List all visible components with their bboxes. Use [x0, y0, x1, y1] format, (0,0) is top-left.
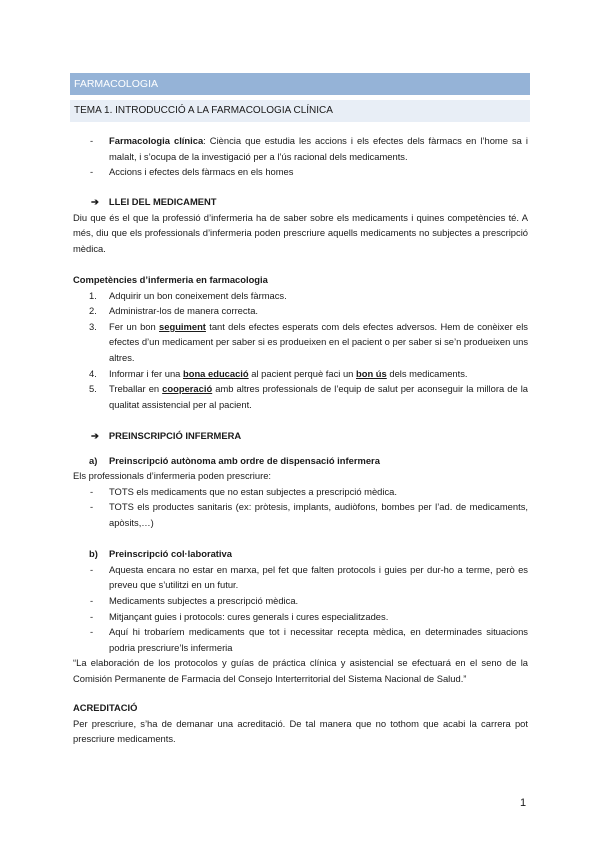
item-text: dels medicaments. [386, 367, 468, 379]
bullet: - [90, 626, 94, 638]
item-text: Aquesta encara no estar en marxa, pel fet que falten protocols i guies per dur-ho a terme, però es preveu que s’utilitzi en un futur. [109, 563, 528, 591]
bullet: - [90, 166, 94, 178]
bullet: - [90, 135, 94, 146]
item-text: Fer un bon [109, 320, 160, 332]
item-text: Administrar-los de manera correcta. [109, 305, 259, 317]
llei-heading [73, 194, 528, 210]
acreditacio-text: Per prescriure, s’ha de demanar una acreditació. De tal manera que no tothom que acabi la carrera pot prescriure medicaments. [73, 717, 528, 745]
number: 1. [89, 289, 97, 301]
list-item [73, 164, 528, 180]
subheading-text: Preinscripció col·laborativa [109, 548, 232, 560]
list-item [73, 133, 528, 164]
competencies-section [73, 272, 528, 412]
list-item [73, 624, 528, 655]
definition: : Ciència que estudia les accions i els efectes dels fàrmacs en l’home sa i malalt, i s’ocupa de la investigació per a l’ús racional dels medicaments. [109, 135, 528, 162]
arrow-icon: ➔ [91, 430, 99, 441]
subheading-b [73, 546, 528, 562]
bullet: - [90, 563, 94, 575]
list-item [73, 366, 528, 382]
quote: “La elaboración de los protocolos y guías de práctica clínica y asistencial se efectuará en el seno de la Comisión Permanente de Farmacia del Consejo Interterritorial del Sistema Nacional de Salud.” [73, 657, 528, 684]
heading-text: LLEI DEL MEDICAMENT [108, 196, 217, 207]
intro-list [73, 133, 528, 180]
list-item [73, 484, 528, 500]
list-item [73, 609, 528, 625]
competencies-heading: Competències d’infermeria en farmacologia [73, 274, 268, 285]
emphasis: seguiment [159, 320, 206, 332]
item-text: Treballar en [109, 383, 163, 395]
topic-title: TEMA 1. INTRODUCCIÓ A LA FARMACOLOGIA CLÍNICA [70, 100, 530, 122]
number: 3. [89, 320, 97, 332]
list-item [73, 381, 528, 412]
number: 2. [89, 305, 97, 317]
letter: a) [89, 454, 98, 466]
arrow-icon: ➔ [91, 196, 99, 207]
subheading-a [73, 453, 528, 469]
item-text: Adquirir un bon coneixement dels fàrmacs. [109, 289, 287, 301]
list-item [73, 288, 528, 304]
list-item [73, 593, 528, 609]
acreditacio-heading: ACREDITACIÓ [73, 702, 138, 713]
list-item [73, 562, 528, 593]
item-text: TOTS els medicaments que no estan subjectes a prescripció mèdica. [109, 485, 397, 497]
llei-section [73, 194, 528, 256]
acreditacio-section [73, 700, 528, 747]
list-item [73, 319, 528, 366]
list-item [73, 303, 528, 319]
item-text: Aquí hi trobaríem medicaments que tot i necessitar recepta mèdica, en determinades situacions podria prescriure’ls infermeria [109, 626, 528, 653]
item-text: TOTS els productes sanitaris (ex: pròtesis, implants, audiòfons, bombes per l’ad. de medicaments, apòsits,…) [109, 501, 528, 528]
item-text: Mitjançant guies i protocols: cures generals i cures especialitzades. [109, 610, 389, 622]
bullet: - [90, 594, 94, 606]
term: Farmacologia clínica [109, 135, 204, 146]
preinscripcio-heading [73, 428, 528, 444]
emphasis: bona educació [183, 367, 249, 379]
heading-text: PREINSCRIPCIÓ INFERMERA [108, 430, 242, 441]
emphasis: bon ús [356, 367, 387, 379]
number: 4. [89, 367, 97, 379]
page-number: 1 [520, 797, 527, 809]
item-text: Accions i efectes dels fàrmacs en els homes [109, 166, 294, 178]
llei-text: Diu que és el que la professió d’infermeria ha de saber sobre els medicaments i quines competències té. A més, diu que els professionals d’infermeria poden prescriure aquells medicaments no subjectes a prescripció mèdica. [73, 211, 528, 254]
subheading-text: Preinscripció autònoma amb ordre de dispensació infermera [109, 454, 380, 466]
preinscripcio-section [73, 428, 528, 687]
list-item [73, 499, 528, 530]
section-header: FARMACOLOGIA [70, 73, 530, 95]
item-text: Medicaments subjectes a prescripció mèdica. [109, 594, 299, 606]
number: 5. [89, 383, 97, 395]
bullet: - [90, 610, 94, 622]
a-intro: Els professionals d’infermeria poden prescriure: [73, 470, 272, 482]
bullet: - [90, 485, 94, 497]
item-text: al pacient perquè faci un [248, 367, 357, 379]
item-text: amb altres professionals de l’equip de salut per aconseguir la millora de la qualitat assistencial per al pacient. [109, 383, 528, 410]
item-text: Informar i fer una [109, 367, 183, 379]
emphasis: cooperació [162, 383, 213, 395]
bullet: - [90, 501, 94, 513]
item-text: tant dels efectes esperats com dels efectes adversos. Hem de conèixer els efectes d’un medicament per saber si es produeixen en el pacient o per saber si se’n produeixen uns altres. [109, 320, 529, 363]
letter: b) [89, 548, 98, 560]
